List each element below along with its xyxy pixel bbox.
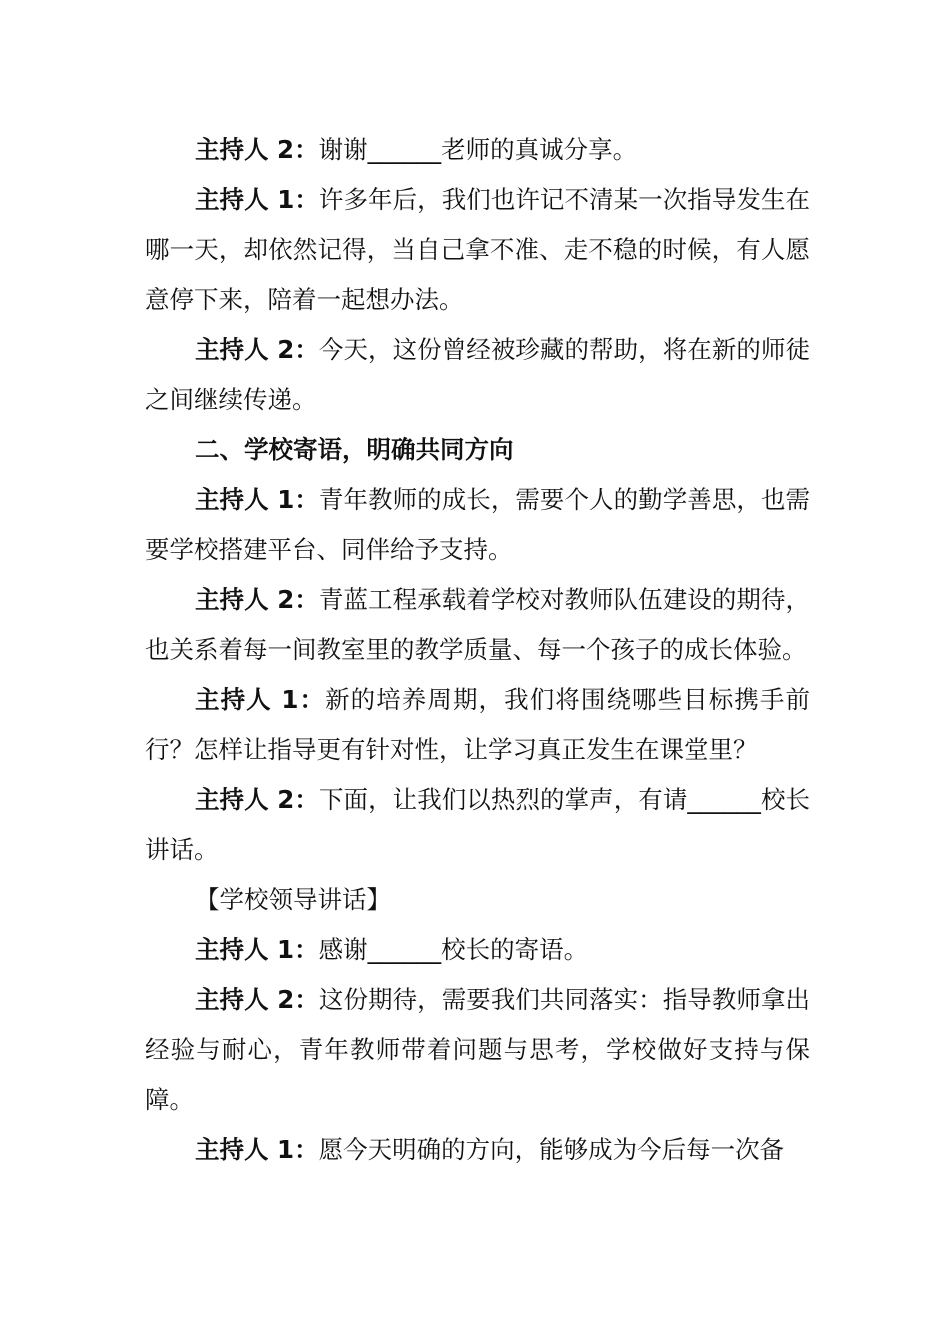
speaker-label: 主持人 2：: [195, 335, 319, 364]
document-page: [145, 125, 810, 1175]
paragraph-text: 许多年后，我们也许记不清某一次指导发生在哪一天，却依然记得，当自己拿不准、走不稳的时候，有人愿意停下来，陪着一起想办法。: [145, 185, 811, 314]
speaker-label: 主持人 2：: [195, 135, 319, 164]
paragraph-text: 新的培养周期，我们将围绕哪些目标携手前行？怎样让指导更有针对性，让学习真正发生在课堂里？: [145, 685, 811, 764]
stage-direction-note: 【学校领导讲话】: [195, 885, 391, 914]
speaker-label: 主持人 1：: [195, 1135, 319, 1164]
paragraph-8: [145, 775, 810, 875]
paragraph-5: [145, 475, 810, 575]
paragraph-2: [145, 175, 810, 325]
paragraph-text: 青年教师的成长，需要个人的勤学善思，也需要学校搭建平台、同伴给予支持。: [145, 485, 811, 564]
speaker-label: 主持人 2：: [195, 585, 319, 614]
section-heading: 二、学校寄语，明确共同方向: [195, 435, 514, 464]
paragraph-3: [145, 325, 810, 425]
paragraph-text: 这份期待，需要我们共同落实：指导教师拿出经验与耐心，青年教师带着问题与思考，学校做好支持与保障。: [145, 985, 811, 1114]
speaker-label: 主持人 1：: [195, 185, 319, 214]
paragraph-text: 今天，这份曾经被珍藏的帮助，将在新的师徒之间继续传递。: [145, 335, 811, 414]
paragraph-1: [145, 125, 810, 175]
paragraph-12: [145, 1125, 810, 1175]
speaker-label: 主持人 1：: [195, 685, 326, 714]
paragraph-7: [145, 675, 810, 775]
speaker-label: 主持人 1：: [195, 935, 319, 964]
paragraph-text: 下面，让我们以热烈的掌声，有请______校长讲话。: [145, 785, 811, 864]
paragraph-text: 愿今天明确的方向，能够成为今后每一次备: [318, 1135, 785, 1164]
paragraph-text: 感谢______校长的寄语。: [318, 935, 589, 964]
speaker-label: 主持人 2：: [195, 985, 319, 1014]
paragraph-6: [145, 575, 810, 675]
paragraph-text: 谢谢______老师的真诚分享。: [318, 135, 638, 164]
paragraph-11: [145, 975, 810, 1125]
paragraph-10: [145, 925, 810, 975]
speaker-label: 主持人 1：: [195, 485, 319, 514]
paragraph-text: 青蓝工程承载着学校对教师队伍建设的期待，也关系着每一间教室里的教学质量、每一个孩子的成长体验。: [145, 585, 811, 664]
speaker-label: 主持人 2：: [195, 785, 319, 814]
